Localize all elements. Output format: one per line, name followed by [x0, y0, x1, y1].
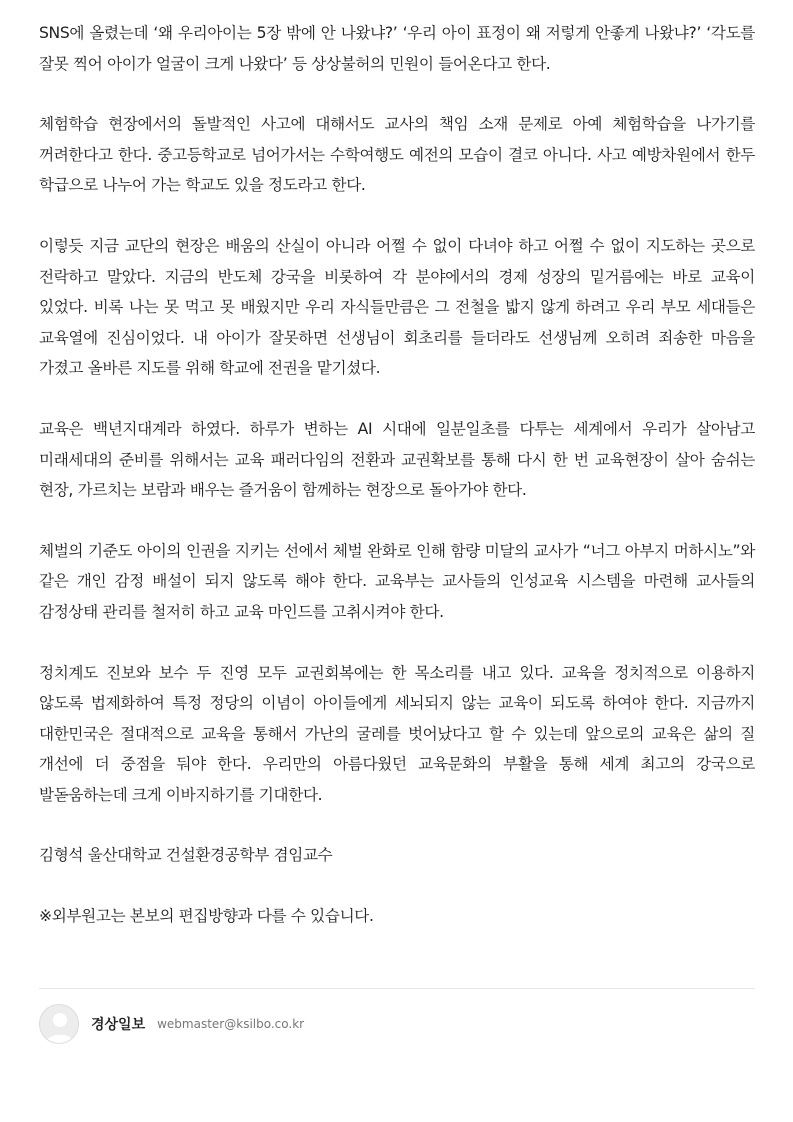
author-name[interactable]: 경상일보 [91, 1017, 146, 1033]
article-paragraph: 정치계도 진보와 보수 두 진영 모두 교권회복에는 한 목소리를 내고 있다. 교육을 정치적으로 이용하지 않도록 법제화하여 특정 정당의 이념이 아이들에게 세뇌되지 않는 교육이 되도록 하여야 한다. 지금까지 대한민국은 절대적으로 교육을 통해서 가난의 굴레를 벗어났다고 할 수 있는데 앞으로의 교육은 삶의 질 개선에 더 중점을 둬야 한다. 우리만의 아름다웠던 교육문화의 부활을 통해 세계 최고의 강국으로 발돋움하는데 크게 이바지하기를 기대한다. [39, 663, 755, 804]
article-body [39, 18, 755, 932]
author-email[interactable]: webmaster@ksilbo.co.kr [157, 1017, 305, 1031]
article-paragraph: SNS에 올렸는데 ‘왜 우리아이는 5장 밖에 안 나왔냐?’ ‘우리 아이 표정이 왜 저렇게 안좋게 나왔냐?’ ‘각도를 잘못 찍어 아이가 얼굴이 크게 나왔다’ 등 상상불허의 민원이 들어온다고 한다. [39, 24, 755, 73]
author-byline: 김형석 울산대학교 건설환경공학부 겸임교수 [39, 846, 333, 865]
disclaimer-note: ※외부원고는 본보의 편집방향과 다를 수 있습니다. [39, 907, 374, 926]
article-paragraph: 체험학습 현장에서의 돌발적인 사고에 대해서도 교사의 책임 소재 문제로 아예 체험학습을 나가기를 꺼려한다고 한다. 중고등학교로 넘어가서는 수학여행도 예전의 모습이 결코 아니다. 사고 예방차원에서 한두 학급으로 나누어 가는 학교도 있을 정도라고 한다. [39, 115, 755, 195]
user-avatar-icon[interactable] [39, 1004, 79, 1044]
author-box [39, 1004, 304, 1044]
section-divider [39, 988, 755, 989]
article-paragraph: 이렇듯 지금 교단의 현장은 배움의 산실이 아니라 어쩔 수 없이 다녀야 하고 어쩔 수 없이 지도하는 곳으로 전락하고 말았다. 지금의 반도체 강국을 비롯하여 각 분야에서의 경제 성장의 밑거름에는 바로 교육이 있었다. 비록 나는 못 먹고 못 배웠지만 우리 자식들만큼은 그 전철을 밟지 않게 하려고 우리 부모 세대들은 교육열에 진심이었다. 내 아이가 잘못하면 선생님이 회초리를 들더라도 선생님께 오히려 죄송한 마음을 가졌고 올바른 지도를 위해 학교에 전권을 맡기셨다. [39, 236, 755, 378]
article-paragraph: 체벌의 기준도 아이의 인권을 지키는 선에서 체벌 완화로 인해 함량 미달의 교사가 “너그 아부지 머하시노”와 같은 개인 감정 배설이 되지 않도록 해야 한다. 교육부는 교사들의 인성교육 시스템을 마련해 교사들의 감정상태 관리를 철저히 하고 교육 마인드를 고취시켜야 한다. [39, 541, 755, 621]
article-paragraph: 교육은 백년지대계라 하였다. 하루가 변하는 AI 시대에 일분일초를 다투는 세계에서 우리가 살아남고 미래세대의 준비를 위해서는 교육 패러다임의 전환과 교권확보를 통해 다시 한 번 교육현장이 살아 숨쉬는 현장, 가르치는 보람과 배우는 즐거움이 함께하는 현장으로 돌아가야 한다. [39, 419, 755, 500]
